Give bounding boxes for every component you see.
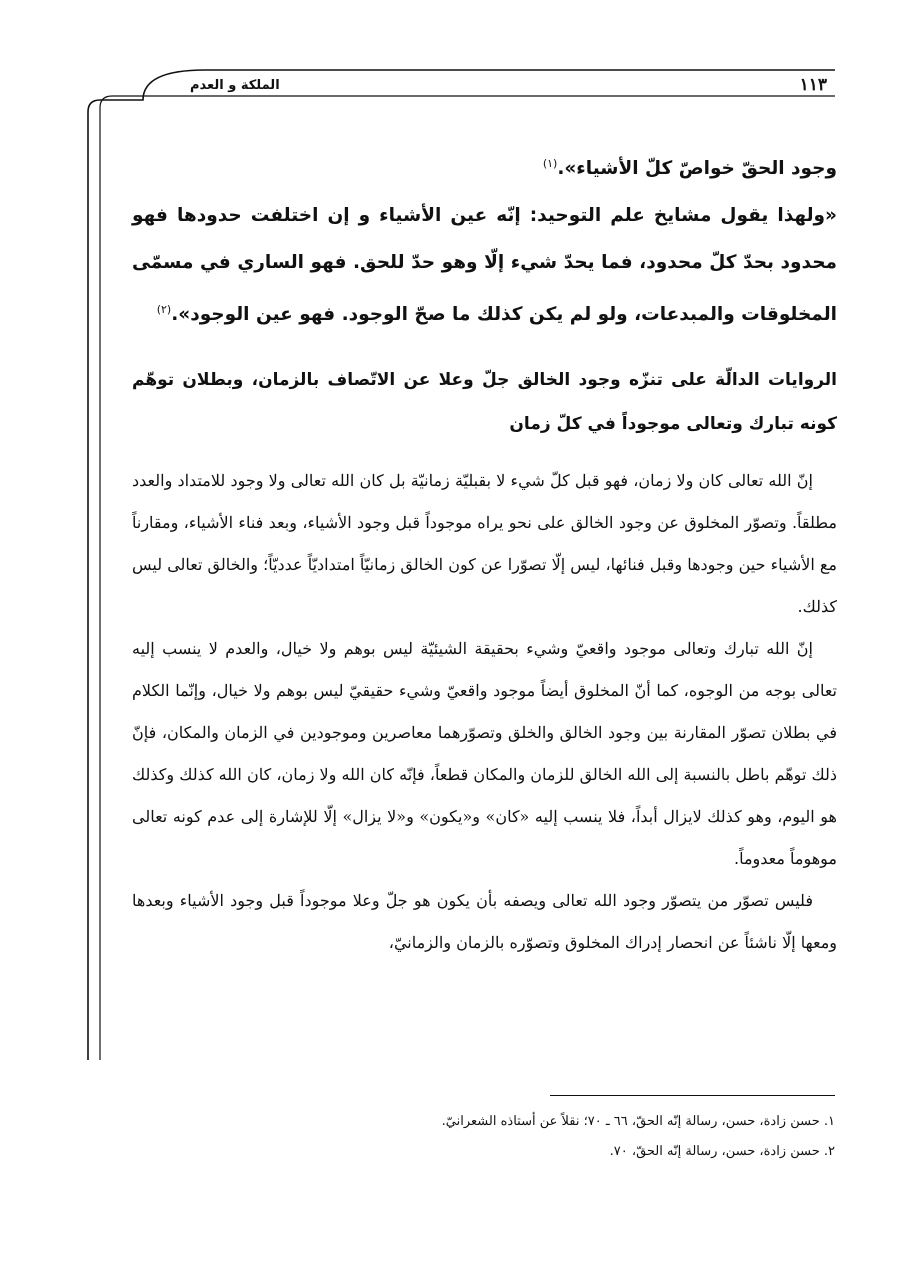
footnote: ١. حسن زادة، حسن، رسالة إنّه الحقّ، ٦٦ ـ ٧٠؛ نقلاً عن أستاذه الشعرانيّ. [441, 1114, 835, 1129]
paragraph: إنّ الله تبارك وتعالى موجود واقعيّ وشيء بحقيقة الشيئيّة ليس بوهم ولا خيال، والعدم لا ينسب إليه تعالى بوجه من الوجوه، كما أنّ المخلوق أيضاً موجود واقعيّ وشيء حقيقيّ ليس بوهم ولا خيال، وإنّما الكلام في بطلان تصوّر المقارنة بين وجود الخالق والخلق وتصوّرهما معاصرين وموجودين في الزمان والمكان، فإنّ ذلك توهّم باطل بالنسبة إلى الله الخالق للزمان والمكان قطعاً، فإنّه كان الله ولا زمان، كان الله كذلك وكذلك هو اليوم، وهو كذلك لايزال أبداً، فلا ينسب إليه «كان» و«يكون» و«لا يزال» إلّا للإشارة إلى عدم كونه تعالى موهوماً معدوماً. [132, 639, 837, 869]
quote-line-text: وجود الحقّ خواصّ كلّ الأشياء». [557, 158, 837, 180]
footnote-divider [550, 1095, 835, 1096]
page-content [132, 140, 837, 964]
quote-line [132, 140, 837, 192]
paragraph: فليس تصوّر من يتصوّر وجود الله تعالى ويصفه بأن يكون هو جلّ وعلا موجوداً قبل وجود الأشياء وبعدها ومعها إلّا ناشئاً عن انحصار إدراك المخلوق وتصوّره بالزمان والزمانيّ، [132, 891, 837, 953]
quote-body-text: «ولهذا يقول مشايخ علم التوحيد: إنّه عين الأشياء و إن اختلفت حدودها فهو محدود بحدّ كلّ محدود، فما يحدّ شيء إلّا وهو حدّ للحق. فهو الساري في مسمّى المخلوقات والمبدعات، ولو لم يكن كذلك ما صحّ الوجود. فهو عين الوجود». [132, 205, 837, 326]
quote-block [132, 140, 837, 338]
page-number: ١١٣ [799, 75, 827, 95]
footnote-marker: (٢) [156, 303, 172, 317]
quote-body [132, 192, 837, 338]
footnotes [300, 1107, 835, 1167]
paragraph: إنّ الله تعالى كان ولا زمان، فهو قبل كلّ شيء لا بقبليّة زمانيّة بل كان الله تعالى ولا وجود للامتداد والعدد مطلقاً. وتصوّر المخلوق عن وجود الخالق على نحو يراه موجوداً قبل وجود الأشياء، وبعد فناء الأشياء، ومقارناً مع الأشياء حين وجودها وقبل فنائها، ليس إلّا تصوّرا عن كون الخالق زمانيّاً امتداديّاً عدديّاً؛ والخالق تعالى ليس كذلك. [132, 471, 838, 617]
footnote: ٢. حسن زادة، حسن، رسالة إنّه الحقّ، ٧٠. [609, 1144, 835, 1159]
body-text [132, 460, 837, 964]
running-title: الملكة و العدم [190, 77, 280, 93]
footnote-marker: (١) [542, 157, 558, 170]
section-heading: الروايات الدالّة على تنزّه وجود الخالق جلّ وعلا عن الاتّصاف بالزمان، وبطلان توهّم كونه تبارك وتعالى موجوداً في كلّ زمان [132, 370, 837, 435]
running-head [190, 72, 827, 98]
